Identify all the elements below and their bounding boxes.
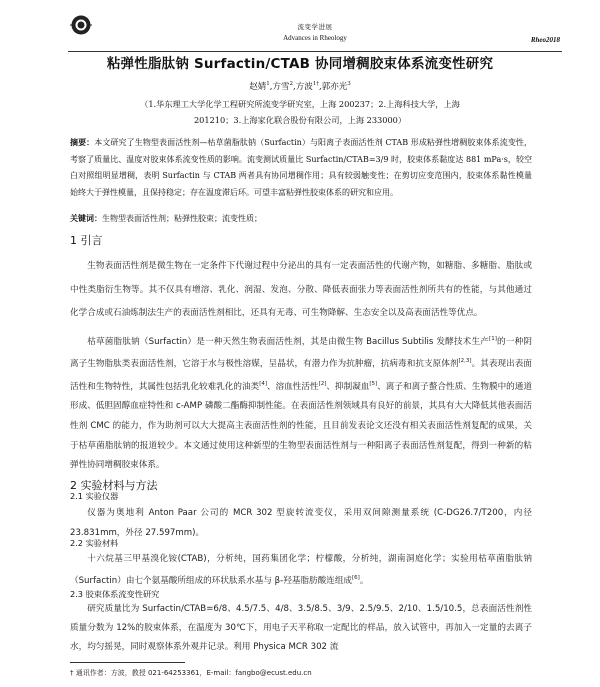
text-run: 的一种阴离子生物脂肽类表面活性剂，它溶于水与极性溶媒，呈晶状，有潜力作为抗肿瘤，抗病毒和抗支原体剂 — [70, 336, 532, 370]
author-affil-mark: 2 — [289, 81, 294, 88]
citation[interactable]: [4] — [259, 380, 267, 387]
instruments-paragraph: 仪器为奥地利 Anton Paar 公司的 MCR 302 型旋转流变仪，采用双间隙测量系统 (C-DG26.7/T200，内径23.831mm，外径 27.597mm)。 — [70, 508, 532, 538]
section-heading-intro: 1 引言 — [70, 234, 103, 247]
text-run: 。 — [359, 575, 369, 586]
affiliation-line: 201210；3.上海家化联合股份有限公司，上海 233000） — [193, 115, 407, 125]
citation[interactable]: [2,3] — [458, 358, 472, 365]
materials-paragraph — [70, 550, 532, 591]
journal-name-cn: 流变学进展 — [297, 23, 333, 31]
footnote-divider — [70, 662, 185, 663]
author-separator: , — [269, 82, 273, 92]
affiliation-line: （1.华东理工大学化学工程研究所流变学研究室，上海 200237；2.上海科技大学，上海 — [140, 99, 460, 109]
author-separator: , — [293, 82, 296, 92]
subsection-heading-instruments: 2.1 实验仪器 — [70, 491, 119, 501]
author-name: 方波 — [295, 82, 313, 92]
author-affil-mark: 1 — [266, 81, 270, 88]
paper-title: 粘弹性脂肽钠 Surfactin/CTAB 协同增稠胶束体系流变性研究 — [106, 56, 494, 72]
author-affil-mark: 3 — [347, 81, 351, 88]
subsection-heading-rheology: 2.3 胶束体系流变性研究 — [70, 589, 160, 599]
text-run: 、溶血性活性 — [266, 381, 319, 392]
journal-header — [68, 12, 562, 52]
rheology-paragraph: 研究质量比为 Surfactin/CTAB=6/8、4.5/7.5、4/8、3.5/8.5、3/9、2.5/9.5、2/10、1.5/10.5，总表面活性剂性质量分数为 12%的胶束体系，在温度为 30℃下，用电子天平称取一定配比的样品，放入试管中，再加入一定量的去离子水，均匀摇晃，同时观察体系外观并记录。利用 Physica MCR 302 流 — [70, 604, 532, 652]
text-run: 十六烷基三甲基溴化铵(CTAB)，分析纯，国药集团化学；柠檬酸，分析纯，湖南洞庭化学；实验用枯草菌脂肽钠（Surfactin）由七个氨基酸所组成的环状肽系水基与 β-羟基脂肪酸连组成 — [70, 554, 532, 586]
author-name: 郭亦光 — [321, 82, 348, 92]
author-name: 赵婧 — [249, 82, 267, 92]
author-separator: , — [318, 82, 322, 92]
footnote-text: 通讯作者：方波，教授 021-64253361，E-mail：fangbo@ecust.edu.cn — [75, 669, 312, 677]
citation[interactable]: [2] — [318, 380, 327, 387]
footnote-mark: † — [70, 669, 74, 677]
journal-name-en: Advances in Rheology — [283, 34, 347, 42]
corresponding-author-footnote — [70, 668, 312, 678]
section-heading-methods: 2 实验材料与方法 — [70, 479, 158, 492]
citation[interactable]: [6] — [352, 575, 360, 581]
citation[interactable]: [5] — [369, 380, 378, 387]
abstract-label: 摘要： — [70, 137, 95, 147]
author-list — [0, 80, 600, 92]
author-affil-mark: 1† — [312, 81, 319, 88]
text-run: 、离子和离子螯合性质、生物膜中的通道形成、低胆固醇血症特性和 c-AMP 磷酸二酯酶抑制性能。在表面活性剂领域具有良好的前景，其具有大大降低其他表面活性剂 CMC 的能力，作为助剂可以大大提高主表面活性剂的性能，且目前发表论文还没有相关表面活性剂复配的成果，关于枯草菌脂肽钠的报道较少。本文通过使用这种新型的生物型表面活性剂与一种阳离子表面活性剂复配，得到一种新的粘弹性协同增稠胶束体系。 — [70, 381, 532, 471]
citation[interactable]: [1] — [489, 336, 497, 342]
keywords-text: 生物型表面活性剂；粘弹性胶束；流变性质； — [102, 214, 262, 223]
text-run: 、抑制凝血 — [326, 381, 370, 392]
keywords — [70, 213, 532, 224]
intro-paragraph-2 — [70, 330, 532, 476]
keywords-label: 关键词： — [70, 213, 102, 223]
text-run: 。其表现出表面活性和生物特性，其属性包括乳化较难乳化的油类 — [70, 359, 532, 392]
subsection-heading-materials: 2.2 实验材料 — [70, 538, 119, 548]
affiliations — [90, 96, 510, 128]
text-run: 枯草菌脂肽钠（Surfactin）是一种天然生物表面活性剂，其是由微生物 Bacillus Subtilis 发酵技术生产 — [87, 336, 490, 347]
author-name: 方雪 — [272, 82, 290, 92]
conference-mark: Rheo2018 — [530, 36, 560, 44]
intro-paragraph-1: 生物表面活性剂是微生物在一定条件下代谢过程中分泌出的具有一定表面活性的代谢产物，如糖脂、多糖脂、脂肽或中性类脂衍生物等。其不仅具有增溶、乳化、润湿、发泡、分散、降低表面张力等表面活性剂所共有的性能，与其他通过化学合成或石油炼制法生产的表面活性剂相比，还具有无毒、可生物降解、生态安全以及高表面活性等优点。 — [70, 261, 532, 318]
abstract — [70, 134, 532, 201]
abstract-text: 本文研究了生物型表面活性剂—枯草菌脂肽钠（Surfactin）与阳离子表面活性剂 CTAB 形成粘弹性增稠胶束体系流变性，考察了质量比、温度对胶束体系流变性质的影响。流变测试质量比 Surfactin/CTAB=3/9 时，胶束体系黏度达 881 mPa·s，较空白对照组明显增稠，表明 Surfactin 与 CTAB 两者具有协同增稠作用；具有较弱触变性；在剪切应变范围内，胶束体系黏性模量始终大于弹性模量，且保持稳定；存在温度滞后环。可望丰富粘弹性胶束体系的研究和应用。 — [70, 138, 532, 197]
